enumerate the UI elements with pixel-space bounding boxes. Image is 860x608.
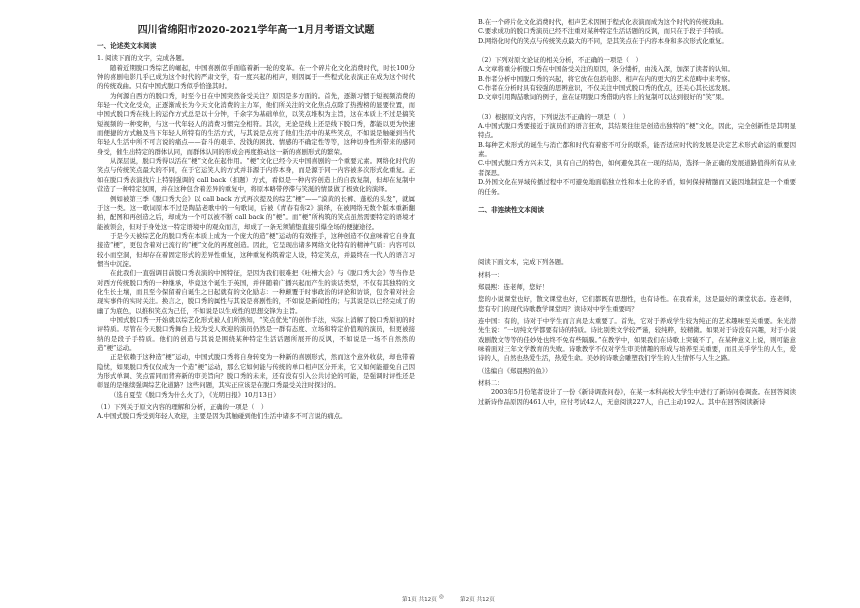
question-1-option-a: A.中国式脱口秀受到年轻人欢迎，主要是因为其触碰到他们生活中诸多不可言说的痛点。 bbox=[97, 412, 347, 421]
paragraph: 从深层说，脱口秀得以活在“梗”文化在起作用。“梗”文化已经今天中国喜剧的一个重要元素。网络化时代的笑点与传统笑点最大的不同，在于它运笑人的方式并非源于内容本身，而是源于同一内容被多次形式化重复。正如在脱口秀表演找片上特别强调的 call back（扣题）方式，看似是一种内容创造上的自我复制，但却在复制中营造了一种特定氛围，并在这种包含着差异的重复中，将原本略带停滞与笑涎的情景做了极致化的演绎。 bbox=[97, 157, 415, 194]
right-page bbox=[430, 0, 860, 608]
section-heading-1: 一、论述类文本阅读 bbox=[97, 42, 157, 50]
question-3-option-a: A.中国式脱口秀要接近于演员们的语言狂欢，其结果往往是创造出独特的“梗”文化，因此，完全创新性是其明显特点。 bbox=[478, 122, 796, 140]
instruction: 1. 阅读下面的文字，完成各题。 bbox=[97, 54, 189, 63]
right-column bbox=[478, 18, 796, 407]
paragraph: 例如被第三季《脱口秀大会》以 call back 方式再次提及的综艺“梗”——“漠黄的长裤、蓬松的头发”，就属于这一类。这一歌词原本不过是陶喆老歌中的一句歌词，后被《青春有你2》演绎，在被网络无数个版本重新翻拍，配图和再创造之后，却成为一个可以被不断 call back 的“梗”。而“梗”所构筑的笑点虽然需要特定的语境才能被领会，但对于身处这一特定语境中的观众而言，却成了一条无须铺垫直接引爆全场的便捷途径。 bbox=[97, 194, 415, 231]
question-1-option-d: D.网络化时代的笑点与传统笑点最大的不同，是其笑点在于内容本身和多次形式化重复。 bbox=[478, 36, 728, 45]
page-number-left: 第1页 共12页 bbox=[402, 597, 437, 603]
dialog-line: 您的小说课堂也好，散文课堂也好，它们都既有思想性，也有诗性。在我看来，这是最好的课堂状态。连老师，您有专门的现代诗歌教学课堂吗？读诗对中学生重要吗？ bbox=[478, 295, 796, 313]
question-2-option-d: D.文章引用陶喆歌词的例子，意在证明脱口秀借助内容上的复制可以达到很好的“笑”果。 bbox=[478, 93, 728, 102]
page-number-right: 第2页 共12页 bbox=[460, 597, 495, 603]
dialog-line: 郑晨熙：连老师，您好！ bbox=[478, 282, 549, 291]
material-1-label: 材料一： bbox=[478, 270, 504, 279]
section-heading-2: 二、非连续性文本阅读 bbox=[478, 205, 544, 214]
reading-intro: 阅读下面文本，完成下列各题。 bbox=[478, 258, 568, 267]
question-1-option-c: C.要求成功的脱口秀演员已经不注重对某种特定生活话题的反讽，而只在于段子手特质。 bbox=[478, 27, 728, 36]
paragraph: 随着近期脱口秀综艺的崛起，中国喜剧似乎面临着新一轮的变革。在一个碎片化文化消费时代，时长100分钟的喜剧电影几乎已成为这个时代的严肃文学，有一度兴起的相声，则因属于一些程式化表演正在成为这个时代的传统戏曲。只有中国式脱口秀似乎恰逢其时。 bbox=[97, 63, 415, 91]
source-citation: （选自夏莹《脱口秀为什么火了》，《光明日报》10月13日） bbox=[110, 390, 280, 399]
dialog-source: （选编自《郑晨熙的鱼》） bbox=[478, 366, 552, 375]
question-2: （2）下列对原文论证的相关分析，不正确的一项是（ ） bbox=[478, 56, 642, 65]
question-2-option-c: C.作者在分析时具有较强的思辨意识，不仅关注中国式脱口秀的优点，还关心其长远发展。 bbox=[478, 84, 734, 93]
question-3-option-c: C.中国式脱口秀方兴未艾，具有自己的特色，如何避免其在一现的结局，选择一条正确的发展道路值得所有从业者深思。 bbox=[478, 159, 796, 177]
paragraph: 在此我们一直强调目前脱口秀表演的中国特征，是因为我们很难把《吐槽大会》与《脱口秀大会》等当作是对西方传统脱口秀的一种继承，毕竟这个诞生于英国，并伴随着广播兴起而产生的谈话类型，不仅有其独特的文化生长土壤，而且至今保留着自诞生之日起就有的文化励志：一种颠覆于时事政治的评论和访谈，包含着对社会现实事件的实时关注。换言之，脱口秀的属性与其说是喜剧性的，不如说是新闻性的；与其说是以已经完成了的幽了为底色，以推积笑点为己任，不如说是以生成性的思想交锋为主旨。 bbox=[97, 269, 415, 315]
question-2-option-a: A.文章将重分析脱口秀在中国备受关注的原因，条分缕析，由浅入深，加深了读者的认知。 bbox=[478, 65, 734, 74]
left-column bbox=[97, 18, 415, 422]
paragraph: 于是今天被综艺化的脱口秀在本质上成为一个庞大的造“梗”运动的有效推手，这种创造不仅意味着它自身直接造“梗”，更包含着对已流行的“梗”文化的再度创造。因此，它呈现出诸多网络文化特有的精神气质：内容可以较小而空洞，但却存在着固定形式的差异性重复，这种重复构筑着定人设，特定笑点，并最终在一代人的语言习惯当中沉淀。 bbox=[97, 231, 415, 268]
exam-title: 四川省绵阳市2020-2021学年高一1月月考语文试题 bbox=[137, 25, 375, 36]
question-1: （1）下列关于原文内容的理解和分析，正确的一项是（ ） bbox=[97, 403, 268, 412]
page-divider-icon: ◎ bbox=[439, 594, 444, 600]
question-3-option-b: B.每种艺术形式的诞生与消亡都和时代有着密不可分的联系，能否适应时代的发展是决定艺术形式命运的重要因素。 bbox=[478, 140, 796, 159]
question-3: （3）根据原文内容，下列说法不正确的一项是（ ） bbox=[478, 112, 630, 121]
paragraph: 为何源自西方的脱口秀，时至今日在中国突然备受关注？原因是多方面的。首先，逐渐习惯于短视频消费的年轻一代文化受众，正逐渐成长为今天文化消费的主力军，他们所关注的文化焦点点除了热搜榜的显要位置，而中国式脱口秀在线上的运作方式总是以十分钟，千余字为基础单位，以笑点堆积为主旨，这在本质上不过是搞笑短视频的一种变种，与这一代年轻人的消费习惯完全相符。其次，无论是线上还是线下脱口秀，都能以更为快速而便捷的方式触及当下年轻人所特有的生活方式，与其说是点亮了他们生活中的某些笑点，不如说是触碰到当代年轻人生活中所不可言说的痛点——奋斗的艰辛、没钱的困扰、情感的不确定性等等，这种切身性所带来的感同身受，催生出特定的群体认同，而群体认同的形成会再度推动这一新的喜剧形式的繁荣。 bbox=[97, 91, 415, 156]
material-2-text: 2003年5月份笔者设计了一份《新诗调查问卷》，在某一本科高校大学生中进行了新诗问卷调查。在回答阅读过新诗作品原因的461人中，应付考试42人，无意阅读227人，自己主动192人。其中在回答阅读新诗 bbox=[478, 388, 796, 406]
dialog-line: 连中国：有的，诗对于中学生而言真是太重要了。首先，它对于养成学生较为纯正的艺术趣味至关重要。朱光潜先生说：“一切纯文学都要有诗的特质。诗比别类文学较严谨，较纯粹，较精微。如果对于诗没有兴趣，对于小说戏剧散文等等的佳妙处也终不免有些隔膜。”在教学中，如果我们在诗歌上突破不了，在某种意义上说，则可能意味着面对三年文学教育的失败。诗歌教学不仅对学生审美情趣的形成与培养至关重要，而且关乎学生的人生，爱诗的人，自然也热爱生活，热爱生命。美妙的诗歌会雕塑我们学生的人生情怀与人生之路。 bbox=[478, 316, 796, 363]
paragraph: 正是依赖于这种造“梗”运动，中国式脱口秀将自身转变为一种新的喜剧形式，然而这个意外收获，却也带着隐忧，如果脱口秀仅仅成为一个造“梗”运动，那么它如何能与传统的单口相声区分开来，它又如何能避免自己因为形式单调、笑点雷同而背弃新的审美旨向？脱口秀的未来，还有没有引入公共讨论的可能，是强调时评性还是彰显的是继续强调综艺化道路？这些问题，其实正应该是在脱口秀最受关注时探讨的。 bbox=[97, 353, 415, 390]
question-1-option-b: B.在一个碎片化文化消费时代，相声艺术因囿于程式化表演而成为这个时代的传统戏曲。 bbox=[478, 18, 728, 26]
material-2-label: 材料二： bbox=[478, 378, 504, 387]
question-2-option-b: B.作者分析中国脱口秀的兴起，将它放在包括电影、相声在内的更大的艺术范畴中来考察。 bbox=[478, 74, 734, 83]
question-3-option-d: D.外国文化在异域传播过程中不可避免地面临独立性和本土化的矛盾，如何保持精髓而又能因地制宜是一个重要的任务。 bbox=[478, 178, 796, 196]
paragraph: 中国式脱口秀一开始就以综艺化形式被人们所熟知，“笑点优先”的创作手法，实际上消解了脱口秀原初的时评特质。尽管在今天脱口秀舞台上较为受人欢迎的演员仍然是一群有态度、立场和特定价值观的演员，但更被接纳的是段子手特质。他们的创造与其说是围绕某种特定生活话题所展开的反讽，不如说是一场不自然然的造“梗”运动。 bbox=[97, 315, 415, 352]
